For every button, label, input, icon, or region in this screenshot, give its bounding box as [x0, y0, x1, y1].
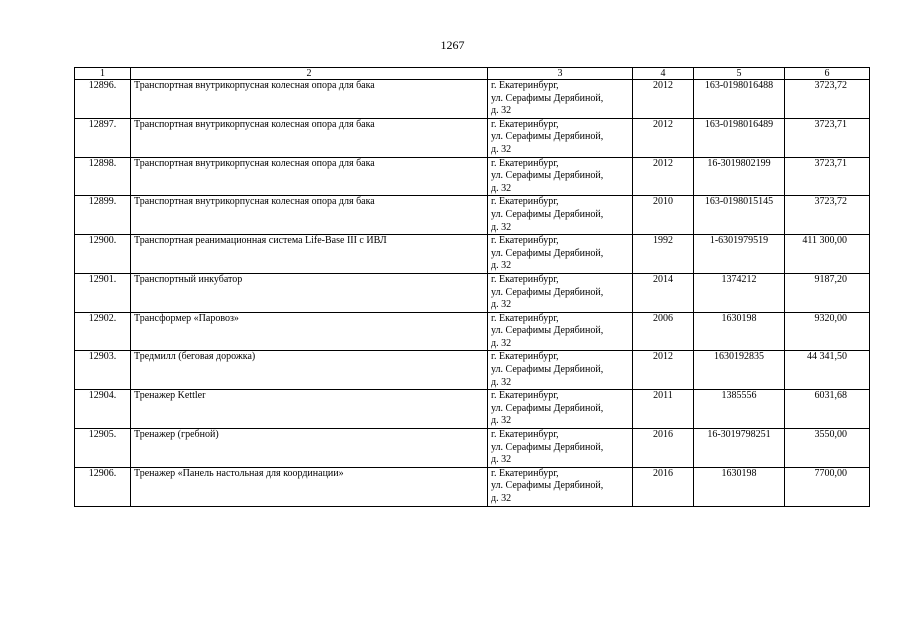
item-address [488, 157, 633, 196]
address-line: г. Екатеринбург, [491, 312, 559, 324]
item-year: 2006 [633, 312, 694, 351]
column-header-4: 4 [633, 68, 694, 80]
address-line: д. 32 [491, 182, 512, 194]
item-name: Тредмилл (беговая дорожка) [131, 351, 488, 390]
row-number: 12902. [75, 312, 131, 351]
item-year: 1992 [633, 235, 694, 274]
item-year: 2010 [633, 196, 694, 235]
item-cost: 6031,68 [785, 390, 870, 429]
address-line: ул. Серафимы Дерябиной, [491, 480, 604, 492]
address-line: ул. Серафимы Дерябиной, [491, 325, 604, 337]
row-number: 12906. [75, 467, 131, 506]
item-year: 2012 [633, 118, 694, 157]
table-row [75, 351, 870, 390]
item-year: 2016 [633, 467, 694, 506]
inventory-number: 1630192835 [694, 351, 785, 390]
address-line: ул. Серафимы Дерябиной, [491, 364, 604, 376]
address-line: ул. Серафимы Дерябиной, [491, 247, 604, 259]
item-cost: 3723,72 [785, 80, 870, 119]
address-line: ул. Серафимы Дерябиной, [491, 92, 604, 104]
address-line: д. 32 [491, 376, 512, 388]
row-number: 12896. [75, 80, 131, 119]
address-line: д. 32 [491, 454, 512, 466]
address-line: д. 32 [491, 105, 512, 117]
table-row [75, 196, 870, 235]
address-line: ул. Серафимы Дерябиной, [491, 286, 604, 298]
address-line: ул. Серафимы Дерябиной, [491, 170, 604, 182]
row-number: 12899. [75, 196, 131, 235]
address-line: ул. Серафимы Дерябиной, [491, 402, 604, 414]
row-number: 12903. [75, 351, 131, 390]
item-cost: 3723,71 [785, 157, 870, 196]
item-address [488, 390, 633, 429]
table-row [75, 312, 870, 351]
inventory-number: 1630198 [694, 312, 785, 351]
table-row [75, 118, 870, 157]
item-address [488, 351, 633, 390]
inventory-number: 163-0198016488 [694, 80, 785, 119]
address-line: д. 32 [491, 260, 512, 272]
item-address [488, 235, 633, 274]
address-line: д. 32 [491, 337, 512, 349]
page-number: 1267 [440, 38, 465, 52]
item-name: Транспортный инкубатор [131, 273, 488, 312]
item-year: 2012 [633, 157, 694, 196]
inventory-number: 1630198 [694, 467, 785, 506]
inventory-number: 1385556 [694, 390, 785, 429]
column-header-6: 6 [785, 68, 870, 80]
column-header-1: 1 [75, 68, 131, 80]
item-name: Транспортная внутрикорпусная колесная опора для бака [131, 196, 488, 235]
item-cost: 44 341,50 [785, 351, 870, 390]
address-line: ул. Серафимы Дерябиной, [491, 131, 604, 143]
row-number: 12901. [75, 273, 131, 312]
address-line: г. Екатеринбург, [491, 351, 559, 363]
item-name: Транспортная внутрикорпусная колесная опора для бака [131, 157, 488, 196]
row-number: 12897. [75, 118, 131, 157]
item-cost: 3723,71 [785, 118, 870, 157]
table-row [75, 80, 870, 119]
item-year: 2012 [633, 351, 694, 390]
address-line: ул. Серафимы Дерябиной, [491, 208, 604, 220]
item-name: Тренажер (гребной) [131, 429, 488, 468]
item-address [488, 273, 633, 312]
row-number: 12900. [75, 235, 131, 274]
address-line: д. 32 [491, 415, 512, 427]
table-body [75, 80, 870, 507]
item-name: Транспортная внутрикорпусная колесная опора для бака [131, 80, 488, 119]
column-header-5: 5 [694, 68, 785, 80]
property-register-table [74, 67, 870, 507]
address-line: г. Екатеринбург, [491, 157, 559, 169]
address-line: д. 32 [491, 493, 512, 504]
address-line: д. 32 [491, 299, 512, 311]
inventory-number: 16-3019798251 [694, 429, 785, 468]
item-cost: 3723,72 [785, 196, 870, 235]
address-line: д. 32 [491, 221, 512, 233]
item-year: 2014 [633, 273, 694, 312]
table-row [75, 235, 870, 274]
inventory-number: 163-0198015145 [694, 196, 785, 235]
column-header-2: 2 [131, 68, 488, 80]
inventory-number: 1-6301979519 [694, 235, 785, 274]
item-cost: 9320,00 [785, 312, 870, 351]
item-cost: 411 300,00 [785, 235, 870, 274]
inventory-number: 16-3019802199 [694, 157, 785, 196]
address-line: г. Екатеринбург, [491, 196, 559, 208]
address-line: г. Екатеринбург, [491, 467, 559, 479]
address-line: г. Екатеринбург, [491, 235, 559, 247]
table-row [75, 467, 870, 506]
item-address [488, 80, 633, 119]
address-line: г. Екатеринбург, [491, 118, 559, 130]
item-cost: 3550,00 [785, 429, 870, 468]
address-line: ул. Серафимы Дерябиной, [491, 441, 604, 453]
item-name: Тренажер «Панель настольная для координации» [131, 467, 488, 506]
item-year: 2012 [633, 80, 694, 119]
item-name: Трансформер «Паровоз» [131, 312, 488, 351]
item-address [488, 118, 633, 157]
address-line: г. Екатеринбург, [491, 390, 559, 402]
item-cost: 7700,00 [785, 467, 870, 506]
row-number: 12898. [75, 157, 131, 196]
item-name: Транспортная внутрикорпусная колесная опора для бака [131, 118, 488, 157]
item-year: 2011 [633, 390, 694, 429]
row-number: 12904. [75, 390, 131, 429]
address-line: г. Екатеринбург, [491, 273, 559, 285]
row-number: 12905. [75, 429, 131, 468]
item-address [488, 312, 633, 351]
table-row [75, 157, 870, 196]
table-row [75, 273, 870, 312]
item-address [488, 429, 633, 468]
table-row [75, 390, 870, 429]
item-cost: 9187,20 [785, 273, 870, 312]
item-year: 2016 [633, 429, 694, 468]
column-number-row [75, 68, 870, 80]
address-line: г. Екатеринбург, [491, 80, 559, 91]
inventory-number: 1374212 [694, 273, 785, 312]
address-line: г. Екатеринбург, [491, 429, 559, 441]
column-header-3: 3 [488, 68, 633, 80]
item-address [488, 196, 633, 235]
item-name: Транспортная реанимационная система Life-Base III с ИВЛ [131, 235, 488, 274]
address-line: д. 32 [491, 143, 512, 155]
inventory-number: 163-0198016489 [694, 118, 785, 157]
item-address [488, 467, 633, 506]
table-row [75, 429, 870, 468]
item-name: Тренажер Kettler [131, 390, 488, 429]
